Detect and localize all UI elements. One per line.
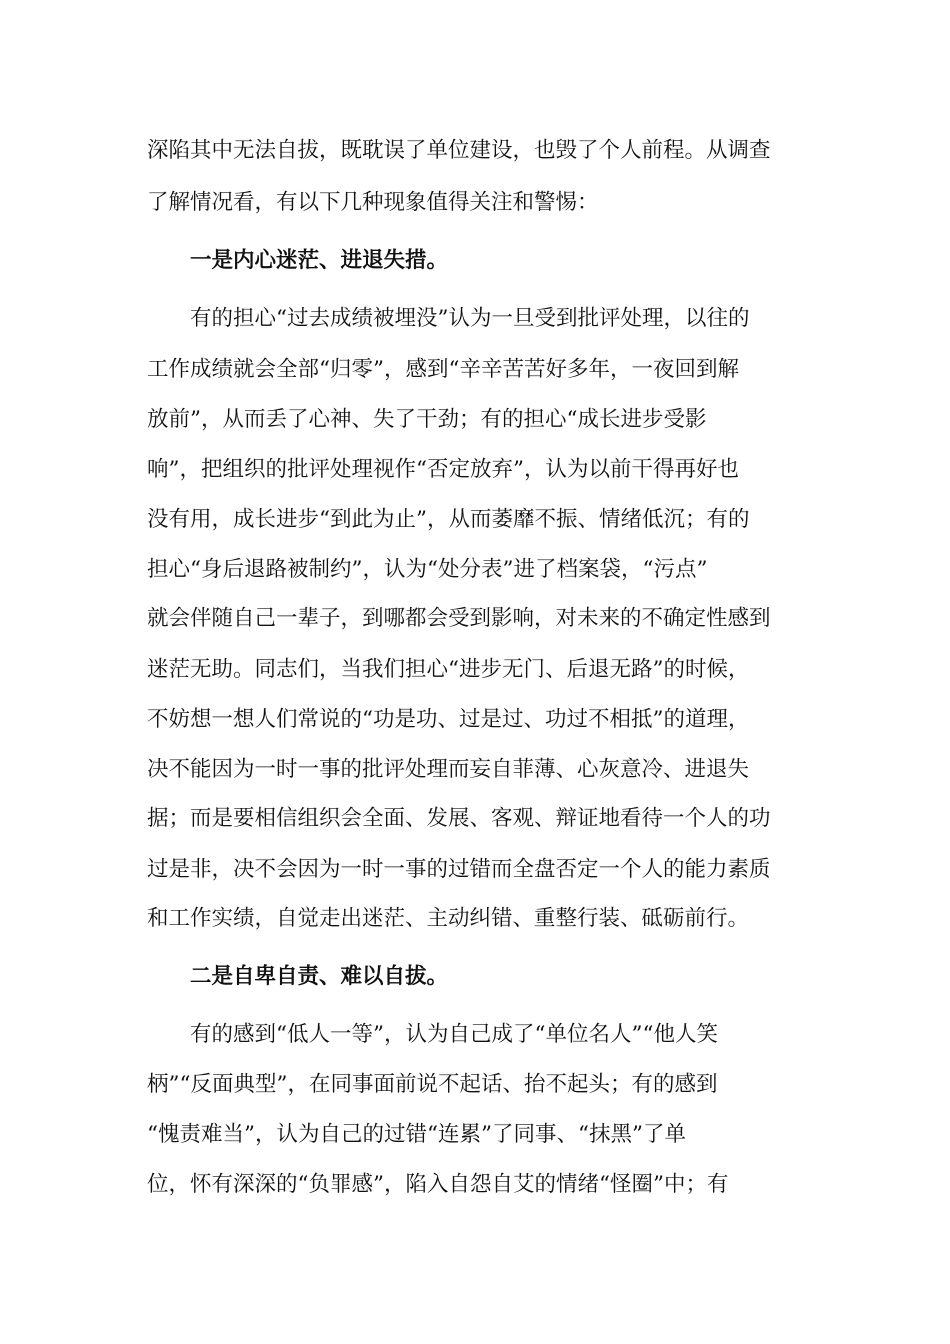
text-line: 柄”“反面典型”，在同事面前说不起话、抬不起头；有的感到 [147,1072,718,1097]
text-line: 有的感到“低人一等”，认为自己成了“单位名人”“他人笑 [190,1022,718,1047]
text-line: 深陷其中无法自拔，既耽误了单位建设，也毁了个人前程。从调查 [147,138,771,163]
text-line: 据；而是要相信组织会全面、发展、客观、辩证地看待一个人的功 [147,806,771,831]
text-line: 工作成绩就会全部“归零”，感到“辛辛苦苦好多年，一夜回到解 [147,357,739,382]
text-line: 位，怀有深深的“负罪感”，陷入自怨自艾的情绪“怪圈”中；有 [147,1172,729,1197]
section-heading: 一是内心迷茫、进退失措。 [190,248,449,273]
text-line: 和工作实绩，自觉走出迷茫、主动纠错、重整行装、砥砺前行。 [147,906,750,931]
text-line: 了解情况看，有以下几种现象值得关注和警惕： [147,190,599,215]
text-line: 不妨想一想人们常说的“功是功、过是过、功过不相抵”的道理， [147,707,750,732]
text-line: 决不能因为一时一事的批评处理而妄自菲薄、心灰意冷、进退失 [147,757,750,782]
text-line: 担心“身后退路被制约”，认为“处分表”进了档案袋，“污点” [147,557,708,582]
text-line: 有的担心“过去成绩被埋没”认为一旦受到批评处理，以往的 [190,306,750,331]
text-line: “愧责难当”，认为自己的过错“连累”了同事、“抹黑”了单 [147,1122,686,1147]
text-line: 就会伴随自己一辈子，到哪都会受到影响，对未来的不确定性感到 [147,606,771,631]
text-line: 放前”，从而丢了心神、失了干劲；有的担心“成长进步受影 [147,407,707,432]
text-line: 迷茫无助。同志们，当我们担心“进步无门、后退无路”的时候， [147,657,750,682]
section-heading: 二是自卑自责、难以自拔。 [190,964,449,989]
text-line: 没有用，成长进步“到此为止”，从而萎靡不振、情绪低沉；有的 [147,507,750,532]
text-line: 响”，把组织的批评处理视作“否定放弃”，认为以前干得再好也 [147,457,739,482]
text-line: 过是非，决不会因为一时一事的过错而全盘否定一个人的能力素质 [147,857,771,882]
